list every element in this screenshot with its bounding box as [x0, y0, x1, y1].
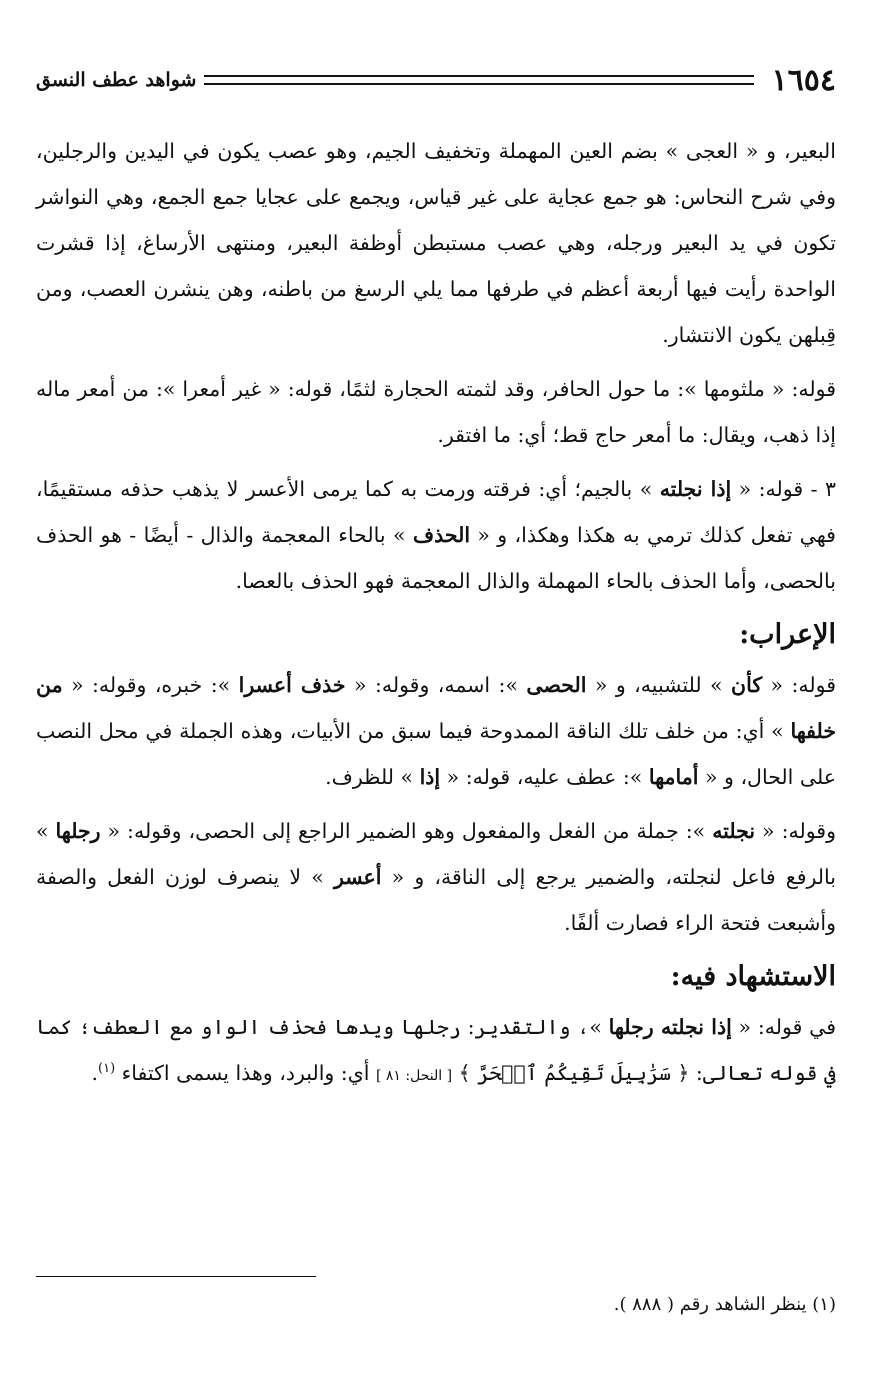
text-run: أي: والبرد، وهذا يسمى اكتفاء: [115, 1061, 376, 1085]
bold-term: رجلها: [55, 819, 101, 843]
footnote-rule: [36, 1276, 316, 1277]
page-body: [36, 128, 836, 1099]
bold-term: من خلفها: [36, 673, 836, 743]
i3rab-paragraph-1: [36, 662, 836, 800]
bold-term: كأن: [731, 673, 763, 697]
header-rule: [204, 75, 753, 85]
text-run: » للتشبيه، و «: [586, 673, 732, 697]
paragraph-2: [36, 366, 836, 458]
paragraph-2-text: قوله: « ملثومها »: ما حول الحافر، وقد لثمته الحجارة لثمًا، قوله: « غير أمعرا »: من أمعر ماله إذا ذهب، ويقال: ما أمعر حاج قط؛ أي: ما افتقر.: [36, 377, 837, 447]
text-run: »، والتقدير: رجلها ويدها فحذف الواو مع العطف؛ كما في قوله تعالى: ﴿: [36, 1015, 836, 1085]
text-run: » للظرف.: [325, 765, 420, 789]
text-run: »: جملة من الفعل والمفعول وهو الضمير الراجع إلى الحصى، وقوله: «: [100, 819, 713, 843]
bold-term: خذف أعسرا: [238, 673, 346, 697]
footnote-marker[interactable]: (١): [98, 1061, 116, 1077]
bold-term: إذا نجلته رجلها: [608, 1015, 732, 1039]
text-run: » لا ينصرف لوزن الفعل والصفة وأشبعت فتحة الراء فصارت ألفًا.: [36, 865, 836, 935]
paragraph-1: البعير، و « العجى » بضم العين المهملة وتخفيف الجيم، وهو عصب يكون في اليدين والرجلين، وفي شرح النحاس: هو جمع عجاية على غير قياس، ويجمع على عجايا جمع الجمع، وهي النواشر تكون في يد البعير ورجله، وهي عصب مستبطن أوظفة البعير، ومنتهى الأرساغ، إذا قشرت الواحدة رأيت فيها أربعة أعظم في طرفها مما يلي الرسغ من باطنه، وهن ينشرن العصب، ومن قِبلهن يكون الانتشار.: [36, 139, 836, 347]
text-run: »: خبره، وقوله: «: [62, 673, 239, 697]
text-run: ﴾: [452, 1061, 478, 1085]
page: [36, 60, 836, 1107]
text-run: في قوله: «: [731, 1015, 836, 1039]
verse-reference: [ النحل: ٨١ ]: [375, 1068, 453, 1084]
footnote: (١) ينظر الشاهد رقم ( ٨٨٨ ).: [613, 1294, 836, 1315]
bold-term: أمامها: [648, 765, 699, 789]
text-run: »: اسمه، وقوله: «: [345, 673, 527, 697]
quran-verse: سَرَٰبِيلَ تَقِيكُمُ ٱلۡحَرَّ: [477, 1061, 671, 1085]
i3rab-heading: الإعراب:: [739, 619, 836, 650]
text-run: » بالجيم؛ أي: فرقته ورمت به كما يرمى الأعسر لا يذهب حذفه مستقيمًا، فهي تفعل كذلك ترمي به هكذا وهكذا، و «: [36, 477, 836, 547]
running-title: شواهد عطف النسق: [36, 69, 197, 91]
text-run: قوله: «: [762, 673, 837, 697]
text-run: ٣ - قوله: «: [731, 477, 836, 501]
text-run: »: عطف عليه، قوله: «: [440, 765, 649, 789]
paragraph-3: [36, 466, 836, 604]
text-run: » بالرفع فاعل لنجلته، والضمير يرجع إلى الناقة، و «: [36, 819, 837, 889]
bold-term: الحصى: [526, 673, 587, 697]
bold-term: أعسر: [333, 865, 382, 889]
bold-term: نجلته: [712, 819, 756, 843]
text-run: وقوله: «: [755, 819, 836, 843]
text-run: .: [91, 1061, 98, 1085]
i3rab-paragraph-2: [36, 808, 836, 946]
bold-term: إذا: [419, 765, 441, 789]
text-run: » أي: من خلف تلك الناقة الممدوحة فيما سبق من الأبيات، وهذه الجملة في محل النصب على الحال، و «: [36, 719, 836, 789]
page-header: [36, 60, 836, 100]
bold-term: الحذف: [412, 523, 471, 547]
bold-term: إذا نجلته: [659, 477, 732, 501]
istishhad-paragraph: [36, 1004, 836, 1099]
page-number: ١٦٥٤: [771, 62, 836, 98]
istishhad-heading: الاستشهاد فيه:: [670, 961, 836, 992]
text-run: » بالحاء المعجمة والذال - أيضًا - هو الحذف بالحصى، وأما الحذف بالحاء المهملة والذال المعجمة فهو الحذف بالعصا.: [36, 523, 836, 593]
